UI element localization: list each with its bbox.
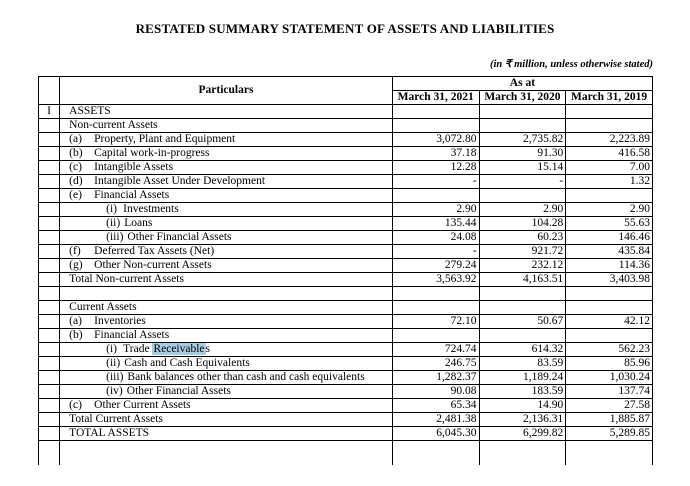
- value-cell: [566, 287, 653, 301]
- item-prefix: (iv): [106, 385, 123, 397]
- value-cell: 232.12: [479, 259, 566, 273]
- roman-numeral-cell: [39, 161, 60, 175]
- roman-numeral-cell: [39, 203, 60, 217]
- particulars-cell: [60, 175, 393, 189]
- particulars-header: Particulars: [60, 77, 393, 105]
- value-cell: 42.12: [566, 315, 653, 329]
- item-label: Financial Assets: [94, 329, 170, 341]
- roman-numeral-cell: [39, 427, 60, 441]
- as-at-header: As at: [392, 77, 652, 91]
- item-prefix: (c): [69, 161, 82, 173]
- document-title: RESTATED SUMMARY STATEMENT OF ASSETS AND LIABILITIES: [135, 21, 555, 36]
- value-cell: 183.59: [479, 385, 566, 399]
- item-label: Non-current Assets: [69, 119, 158, 131]
- item-prefix: (b): [69, 329, 83, 341]
- value-cell: 562.23: [566, 343, 653, 357]
- table-row: [39, 203, 653, 217]
- item-prefix: (a): [69, 315, 82, 327]
- item-label: Inventories: [94, 315, 146, 327]
- item-label: Property, Plant and Equipment: [94, 133, 236, 145]
- value-cell: 1.32: [566, 175, 653, 189]
- value-cell: [392, 441, 479, 466]
- roman-numeral-cell: [39, 343, 60, 357]
- value-cell: 2.90: [392, 203, 479, 217]
- value-cell: [392, 119, 479, 133]
- roman-numeral-cell: [39, 287, 60, 301]
- value-cell: [392, 301, 479, 315]
- roman-numeral-cell: [39, 189, 60, 203]
- item-prefix: (ii): [106, 357, 121, 369]
- table-row: [39, 245, 653, 259]
- value-cell: 72.10: [392, 315, 479, 329]
- column-header-march-2019: March 31, 2019: [566, 91, 653, 105]
- selection-highlight: Receivable: [153, 343, 205, 355]
- value-cell: 246.75: [392, 357, 479, 371]
- roman-numeral-cell: [39, 175, 60, 189]
- spacer-row: [39, 441, 653, 466]
- item-label: Intangible Asset Under Development: [94, 175, 266, 187]
- table-row: [39, 119, 653, 133]
- table-row: [39, 427, 653, 441]
- value-cell: 104.28: [479, 217, 566, 231]
- table-row: [39, 133, 653, 147]
- particulars-cell: [60, 413, 393, 427]
- roman-numeral-cell: [39, 133, 60, 147]
- value-cell: -: [479, 175, 566, 189]
- value-cell: 24.08: [392, 231, 479, 245]
- value-cell: 614.32: [479, 343, 566, 357]
- table-row: [39, 105, 653, 119]
- roman-numeral-cell: [39, 441, 60, 466]
- value-cell: 146.46: [566, 231, 653, 245]
- table-row: [39, 343, 653, 357]
- particulars-cell: [60, 399, 393, 413]
- roman-numeral-cell: [39, 413, 60, 427]
- value-cell: 1,282.37: [392, 371, 479, 385]
- value-cell: [479, 329, 566, 343]
- value-cell: [479, 301, 566, 315]
- value-cell: 1,885.87: [566, 413, 653, 427]
- item-prefix: (ii): [106, 217, 121, 229]
- table-row: [39, 161, 653, 175]
- item-prefix: (g): [69, 259, 83, 271]
- roman-numeral-cell: [39, 231, 60, 245]
- value-cell: [566, 301, 653, 315]
- assets-liabilities-table: [38, 76, 653, 465]
- roman-numeral-cell: [39, 217, 60, 231]
- table-row: [39, 357, 653, 371]
- roman-numeral-cell: [39, 245, 60, 259]
- value-cell: [479, 287, 566, 301]
- value-cell: 137.74: [566, 385, 653, 399]
- table-header: [39, 77, 653, 105]
- value-cell: 14.90: [479, 399, 566, 413]
- value-cell: 279.24: [392, 259, 479, 273]
- value-cell: 114.36: [566, 259, 653, 273]
- item-label: Other Financial Assets: [127, 231, 232, 243]
- table-row: [39, 371, 653, 385]
- table-row: [39, 259, 653, 273]
- column-header-march-2020: March 31, 2020: [479, 91, 566, 105]
- value-cell: 435.84: [566, 245, 653, 259]
- value-cell: 416.58: [566, 147, 653, 161]
- particulars-cell: [60, 357, 393, 371]
- roman-numeral-cell: [39, 315, 60, 329]
- item-label: Other Current Assets: [94, 399, 191, 411]
- roman-numeral-cell: [39, 301, 60, 315]
- value-cell: 6,299.82: [479, 427, 566, 441]
- roman-numeral-cell: [39, 147, 60, 161]
- table-row: [39, 385, 653, 399]
- item-label: Bank balances other than cash and cash equivalents: [127, 371, 365, 383]
- roman-numeral-cell: [39, 357, 60, 371]
- particulars-cell: [60, 315, 393, 329]
- value-cell: -: [392, 245, 479, 259]
- value-cell: 85.96: [566, 357, 653, 371]
- value-cell: 60.23: [479, 231, 566, 245]
- value-cell: 65.34: [392, 399, 479, 413]
- table-row: [39, 399, 653, 413]
- particulars-cell: [60, 161, 393, 175]
- particulars-cell: [60, 329, 393, 343]
- roman-numeral-cell: [39, 273, 60, 287]
- value-cell: 2,735.82: [479, 133, 566, 147]
- particulars-cell: [60, 385, 393, 399]
- item-prefix: (i): [106, 203, 118, 215]
- item-prefix: (a): [69, 133, 82, 145]
- roman-numeral-cell: [39, 399, 60, 413]
- value-cell: [566, 105, 653, 119]
- item-label: Deferred Tax Assets (Net): [94, 245, 215, 257]
- item-label: TOTAL ASSETS: [69, 427, 150, 439]
- table-row: [39, 175, 653, 189]
- item-label: Cash and Cash Equivalents: [124, 357, 250, 369]
- spacer-row: [39, 287, 653, 301]
- table-row: [39, 217, 653, 231]
- particulars-cell: [60, 371, 393, 385]
- value-cell: -: [392, 175, 479, 189]
- value-cell: 135.44: [392, 217, 479, 231]
- value-cell: [479, 189, 566, 203]
- roman-numeral-header-cell: [39, 77, 60, 105]
- value-cell: 6,045.30: [392, 427, 479, 441]
- value-cell: [392, 287, 479, 301]
- value-cell: 5,289.85: [566, 427, 653, 441]
- value-cell: [566, 329, 653, 343]
- roman-numeral-cell: [39, 385, 60, 399]
- item-label: Other Financial Assets: [126, 385, 231, 397]
- table-row: [39, 413, 653, 427]
- item-label: Total Non-current Assets: [69, 273, 184, 285]
- item-label: Capital work-in-progress: [94, 147, 210, 159]
- roman-numeral-cell: I: [39, 105, 60, 119]
- value-cell: [392, 329, 479, 343]
- currency-unit-note: (in ₹ million, unless otherwise stated): [489, 59, 653, 70]
- table-row: [39, 329, 653, 343]
- value-cell: 2,136.31: [479, 413, 566, 427]
- particulars-cell: [60, 441, 393, 466]
- item-label: ASSETS: [69, 105, 111, 117]
- value-cell: 37.18: [392, 147, 479, 161]
- value-cell: [566, 119, 653, 133]
- particulars-cell: [60, 245, 393, 259]
- value-cell: 2,223.89: [566, 133, 653, 147]
- value-cell: [392, 105, 479, 119]
- table-row: [39, 301, 653, 315]
- table-row: [39, 273, 653, 287]
- value-cell: 90.08: [392, 385, 479, 399]
- particulars-cell: [60, 231, 393, 245]
- particulars-cell: [60, 105, 393, 119]
- value-cell: 2.90: [479, 203, 566, 217]
- particulars-cell: [60, 133, 393, 147]
- particulars-cell: [60, 119, 393, 133]
- item-prefix: (iii): [106, 231, 124, 243]
- table-body: [39, 105, 653, 466]
- item-label: Current Assets: [69, 301, 137, 313]
- value-cell: 1,030.24: [566, 371, 653, 385]
- item-prefix: (d): [69, 175, 83, 187]
- item-prefix: (f): [69, 245, 81, 257]
- table-row: [39, 147, 653, 161]
- value-cell: 83.59: [479, 357, 566, 371]
- roman-numeral-cell: [39, 259, 60, 273]
- particulars-cell: [60, 189, 393, 203]
- particulars-cell: [60, 273, 393, 287]
- particulars-cell: [60, 427, 393, 441]
- roman-numeral-cell: [39, 119, 60, 133]
- particulars-cell: [60, 259, 393, 273]
- value-cell: 50.67: [479, 315, 566, 329]
- particulars-cell: [60, 301, 393, 315]
- item-prefix: (b): [69, 147, 83, 159]
- value-cell: [479, 119, 566, 133]
- roman-numeral-cell: [39, 371, 60, 385]
- value-cell: [566, 189, 653, 203]
- value-cell: 12.28: [392, 161, 479, 175]
- item-label: Financial Assets: [94, 189, 170, 201]
- particulars-cell: [60, 217, 393, 231]
- value-cell: 7.00: [566, 161, 653, 175]
- value-cell: 1,189.24: [479, 371, 566, 385]
- column-header-march-2021: March 31, 2021: [392, 91, 479, 105]
- table-row: [39, 189, 653, 203]
- table-row: [39, 315, 653, 329]
- item-prefix: (c): [69, 399, 82, 411]
- item-label: Trade: [123, 343, 153, 355]
- item-label: Loans: [124, 217, 153, 229]
- item-label: Other Non-current Assets: [94, 259, 212, 271]
- value-cell: 724.74: [392, 343, 479, 357]
- value-cell: 2.90: [566, 203, 653, 217]
- particulars-cell: [60, 343, 393, 357]
- value-cell: 921.72: [479, 245, 566, 259]
- value-cell: [479, 441, 566, 466]
- value-cell: 15.14: [479, 161, 566, 175]
- table-row: [39, 231, 653, 245]
- item-prefix: (i): [106, 343, 118, 355]
- value-cell: 3,403.98: [566, 273, 653, 287]
- item-label: Total Current Assets: [69, 413, 163, 425]
- roman-numeral-cell: [39, 329, 60, 343]
- value-cell: 3,072.80: [392, 133, 479, 147]
- value-cell: [566, 441, 653, 466]
- particulars-cell: [60, 203, 393, 217]
- value-cell: 55.63: [566, 217, 653, 231]
- value-cell: 2,481.38: [392, 413, 479, 427]
- value-cell: [392, 189, 479, 203]
- item-label: s: [205, 343, 211, 355]
- item-label: Investments: [123, 203, 179, 215]
- item-prefix: (iii): [106, 371, 124, 383]
- value-cell: [479, 105, 566, 119]
- value-cell: 27.58: [566, 399, 653, 413]
- item-label: Intangible Assets: [94, 161, 174, 173]
- value-cell: 4,163.51: [479, 273, 566, 287]
- item-prefix: (e): [69, 189, 82, 201]
- particulars-cell: [60, 147, 393, 161]
- value-cell: 3,563.92: [392, 273, 479, 287]
- particulars-cell: [60, 287, 393, 301]
- value-cell: 91.30: [479, 147, 566, 161]
